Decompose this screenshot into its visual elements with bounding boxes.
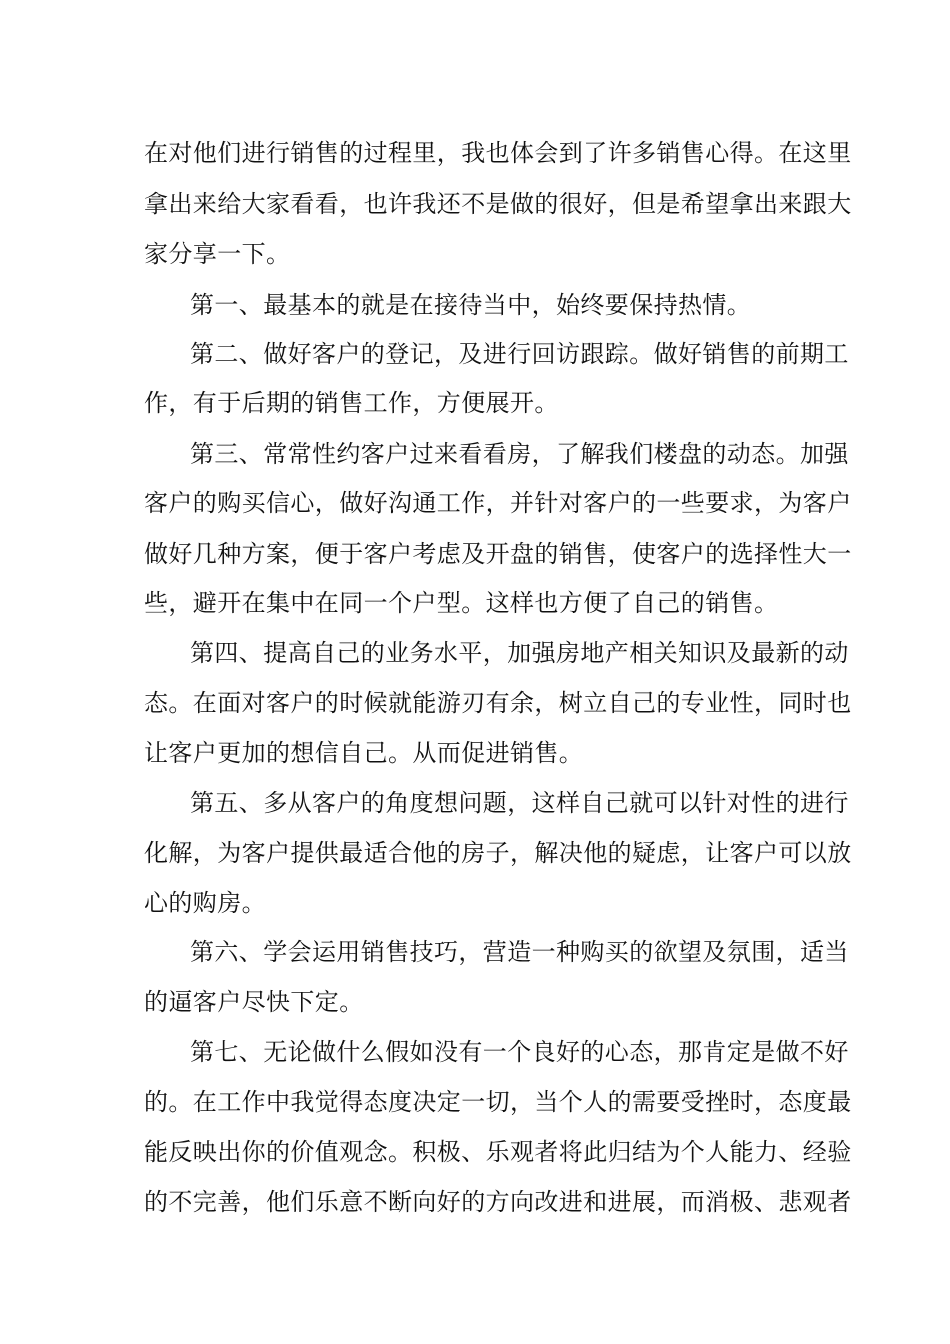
- paragraph-first-line: 第三、常常性约客户过来看看房，了解我们楼盘的动态。加强: [190, 440, 849, 468]
- text-line: 在对他们进行销售的过程里，我也体会到了许多销售心得。在这里: [144, 139, 852, 167]
- text-line: 的逼客户尽快下定。: [144, 988, 364, 1016]
- text-line: 客户的购买信心，做好沟通工作，并针对客户的一些要求，为客户: [144, 489, 852, 517]
- paragraph-first-line: 第二、做好客户的登记，及进行回访跟踪。做好销售的前期工: [190, 340, 849, 368]
- text-line: 拿出来给大家看看，也许我还不是做的很好，但是希望拿出来跟大: [144, 190, 852, 218]
- paragraph-first-line: 第六、学会运用销售技巧，营造一种购买的欲望及氛围，适当: [190, 938, 849, 966]
- text-line: 作，有于后期的销售工作，方便展开。: [144, 389, 559, 417]
- paragraph-first-line: 第七、无论做什么假如没有一个良好的心态，那肯定是做不好: [190, 1038, 849, 1066]
- text-line: 做好几种方案，便于客户考虑及开盘的销售，使客户的选择性大一: [144, 540, 852, 568]
- paragraph-first-line: 第五、多从客户的角度想问题，这样自己就可以针对性的进行: [190, 789, 849, 817]
- text-line: 的不完善，他们乐意不断向好的方向改进和进展，而消极、悲观者: [144, 1188, 852, 1216]
- text-line: 化解，为客户提供最适合他的房子，解决他的疑虑，让客户可以放: [144, 839, 852, 867]
- text-line: 态。在面对客户的时候就能游刃有余，树立自己的专业性，同时也: [144, 689, 852, 717]
- text-line: 心的购房。: [144, 889, 266, 917]
- paragraph-first-line: 第四、提高自己的业务水平，加强房地产相关知识及最新的动: [190, 639, 849, 667]
- paragraph-first-line: 第一、最基本的就是在接待当中，始终要保持热情。: [190, 291, 752, 319]
- text-line: 能反映出你的价值观念。积极、乐观者将此归结为个人能力、经验: [144, 1138, 852, 1166]
- text-line: 家分享一下。: [144, 240, 291, 268]
- text-line: 的。在工作中我觉得态度决定一切，当个人的需要受挫时，态度最: [144, 1088, 852, 1116]
- text-line: 让客户更加的想信自己。从而促进销售。: [144, 739, 584, 767]
- text-line: 些，避开在集中在同一个户型。这样也方便了自己的销售。: [144, 589, 779, 617]
